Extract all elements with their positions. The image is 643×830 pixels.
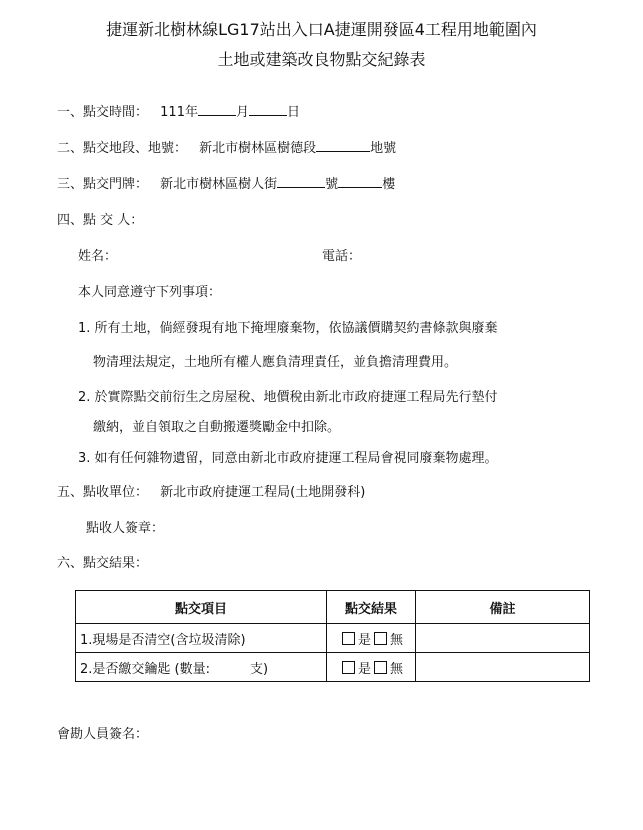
no-checkbox[interactable] (374, 632, 387, 645)
item-cell: 1.現場是否清空(含垃圾清除) (76, 624, 327, 653)
inspector-signature-label: 會勘人員簽名： (57, 727, 149, 742)
note-cell[interactable] (416, 653, 590, 682)
clause-1-line1: 1. 所有土地，倘經發現有地下掩埋廢棄物，依協議價購契約書條款與廢棄 (78, 321, 498, 336)
floor-suffix-text: 樓 (382, 177, 396, 192)
item-suffix-text: 支) (250, 661, 269, 677)
section-label: 一、點交時間： (57, 105, 149, 120)
address-text: 新北市樹林區樹人街 (160, 177, 278, 192)
floor-blank[interactable] (338, 175, 382, 188)
document-title-line1: 捷運新北樹林線LG17站出入口A捷運開發區4工程用地範圍內 (106, 20, 537, 39)
phone-label: 電話： (322, 249, 362, 264)
lot-number-blank[interactable] (316, 139, 370, 152)
result-cell (327, 624, 416, 653)
number-suffix-text: 號 (325, 177, 339, 192)
name-label: 姓名： (78, 249, 118, 264)
result-cell (327, 653, 416, 682)
yes-label: 是 (357, 661, 371, 677)
year-text: 111年 (160, 105, 198, 120)
section-handover-time (57, 101, 300, 120)
column-header: 點交項目 (76, 591, 327, 624)
clause-2-line2: 繳納，並自領取之自動搬遷獎勵金中扣除。 (93, 420, 341, 435)
day-text: 日 (287, 105, 301, 120)
table-row (76, 624, 590, 653)
section-address (57, 173, 395, 192)
column-header: 點交結果 (327, 591, 416, 624)
handover-result-table (75, 590, 590, 682)
day-blank[interactable] (249, 103, 287, 116)
table-row (76, 653, 590, 682)
yes-checkbox[interactable] (342, 632, 355, 645)
yes-checkbox[interactable] (342, 661, 355, 674)
month-text: 月 (235, 105, 249, 120)
no-label: 無 (390, 661, 404, 677)
section-land-lot (57, 137, 396, 156)
clause-3: 3. 如有任何雜物遺留，同意由新北市政府捷運工程局會視同廢棄物處理。 (78, 451, 498, 466)
section-label: 二、點交地段、地號： (57, 141, 188, 156)
land-section-text: 新北市樹林區樹德段 (199, 141, 317, 156)
no-checkbox[interactable] (374, 661, 387, 674)
receiving-unit-text: 新北市政府捷運工程局(土地開發科) (160, 485, 366, 500)
section-result-label: 六、點交結果： (57, 556, 149, 571)
clause-1-line2: 物清理法規定，土地所有權人應負清理責任，並負擔清理費用。 (93, 355, 458, 370)
item-text: 2.是否繳交鑰匙 (數量: (80, 661, 210, 677)
month-blank[interactable] (198, 103, 236, 116)
yes-label: 是 (357, 632, 371, 648)
section-label: 三、點交門牌： (57, 177, 149, 192)
item-cell (76, 653, 327, 682)
lot-suffix-text: 地號 (370, 141, 397, 156)
document-title-line2: 土地或建築改良物點交紀錄表 (217, 50, 426, 69)
section-receiving-unit (57, 481, 365, 500)
agreement-text: 本人同意遵守下列事項： (78, 285, 222, 300)
table-header-row (76, 591, 590, 624)
column-header: 備註 (416, 591, 590, 624)
section-label: 五、點收單位： (57, 485, 149, 500)
clause-2-line1: 2. 於實際點交前衍生之房屋稅、地價稅由新北市政府捷運工程局先行墊付 (78, 390, 498, 405)
house-number-blank[interactable] (277, 175, 325, 188)
receiver-signature-label: 點收人簽章： (86, 521, 165, 536)
note-cell[interactable] (416, 624, 590, 653)
section-handover-person-label: 四、點 交 人： (57, 213, 144, 228)
no-label: 無 (390, 632, 404, 648)
